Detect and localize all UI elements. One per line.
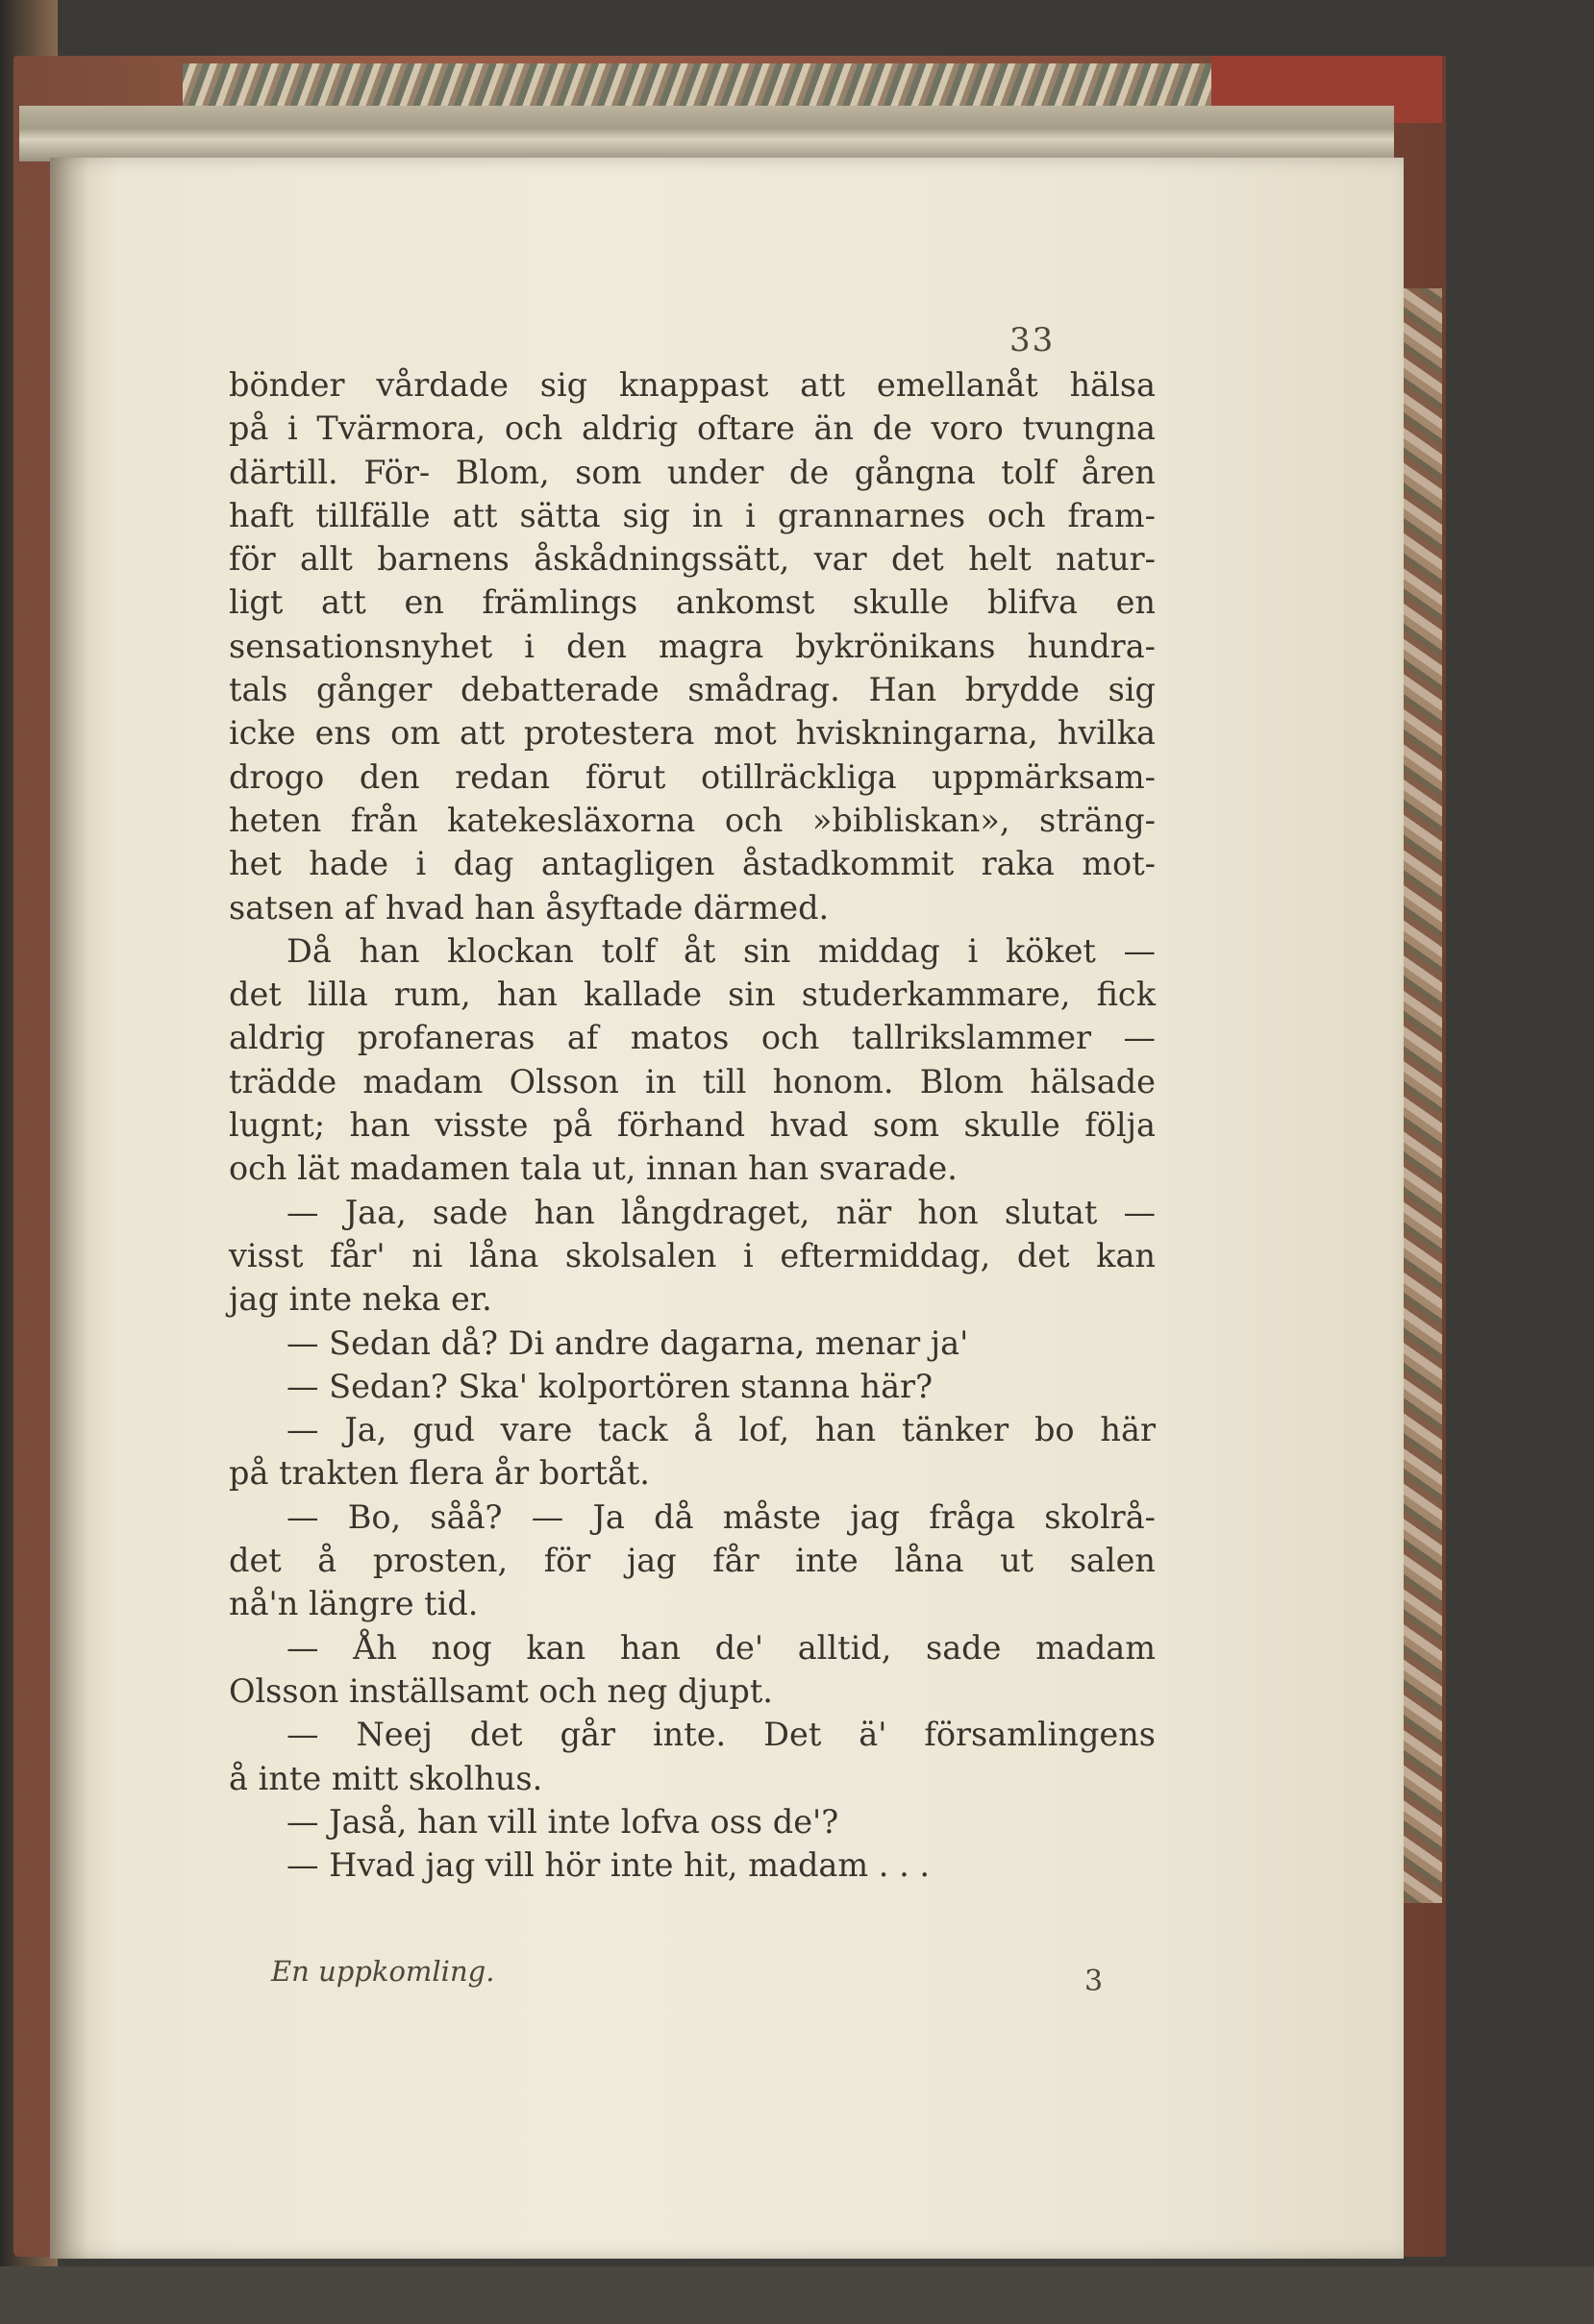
text-line: — Bo, såå? — Ja då måste jag fråga skolrå- [286,1497,1156,1536]
text-line: sensationsnyhet i den magra bykrönikans hundra- [229,627,1156,665]
text-line: heten från katekesläxorna och »bibliskan», sträng- [229,801,1156,839]
text-line: ligt att en främlings ankomst skulle blifva en [229,583,1156,622]
text-line: jag inte neka er. [229,1280,492,1319]
background-bottom [0,2266,1594,2324]
text-line: — Hvad jag vill hör inte hit, madam . . . [286,1846,931,1885]
text-line: — Ja, gud vare tack å lof, han tänker bo här [286,1411,1156,1449]
text-line: och lät madamen tala ut, innan han svarade. [229,1150,958,1188]
body-text [229,363,1156,1887]
text-line: lugnt; han visste på förhand hvad som skulle följa [229,1106,1156,1145]
text-line: på trakten flera år bortåt. [229,1454,650,1493]
text-line: det lilla rum, han kallade sin studerkammare, fick [229,976,1156,1014]
text-line: för allt barnens åskådningssätt, var det helt natur- [229,540,1156,579]
text-line: på i Tvärmora, och aldrig oftare än de voro tvungna [229,409,1156,448]
text-line: — Åh nog kan han de' alltid, sade madam [286,1628,1156,1667]
text-line: — Sedan? Ska' kolportören stanna här? [286,1367,934,1405]
text-line: därtill. För- Blom, som under de gångna tolf åren [229,453,1156,491]
text-line: satsen af hvad han åsyftade därmed. [229,888,830,927]
text-line: — Jaså, han vill inte lofva oss de'? [286,1802,839,1841]
footer-title: En uppkomling. [271,1955,495,1988]
page-stack-top [19,106,1394,161]
text-line: icke ens om att protestera mot hviskningarna, hvilka [229,714,1156,753]
text-line: nå'n längre tid. [229,1585,479,1623]
text-line: drogo den redan förut otillräckliga uppmärksam- [229,757,1156,796]
page-number: 33 [1009,321,1056,359]
text-line: Då han klockan tolf åt sin middag i köket — [286,931,1156,970]
text-line: tals gånger debatterade smådrag. Han brydde sig [229,671,1156,709]
text-line: å inte mitt skolhus. [229,1759,543,1797]
text-line: haft tillfälle att sätta sig in i grannarnes och fram- [229,496,1156,534]
text-line: — Neej det går inte. Det ä' församlingens [286,1716,1156,1754]
text-line: aldrig profaneras af matos och tallrikslammer — [229,1019,1156,1057]
page-gutter [50,158,88,2259]
text-line: visst får' ni låna skolsalen i eftermiddag, det kan [229,1236,1156,1274]
text-line: het hade i dag antagligen åstadkommit raka mot- [229,845,1156,883]
text-line: det å prosten, för jag får inte låna ut salen [229,1542,1156,1580]
text-line: — Jaa, sade han långdraget, när hon slutat — [286,1193,1156,1231]
text-line: trädde madam Olsson in till honom. Blom hälsade [229,1062,1156,1100]
text-line: bönder vårdade sig knappast att emellanåt hälsa [229,366,1156,404]
text-line: Olsson inställsamt och neg djupt. [229,1671,773,1710]
text-line: — Sedan då? Di andre dagarna, menar ja' [286,1323,969,1362]
signature-mark: 3 [1084,1965,1104,1998]
